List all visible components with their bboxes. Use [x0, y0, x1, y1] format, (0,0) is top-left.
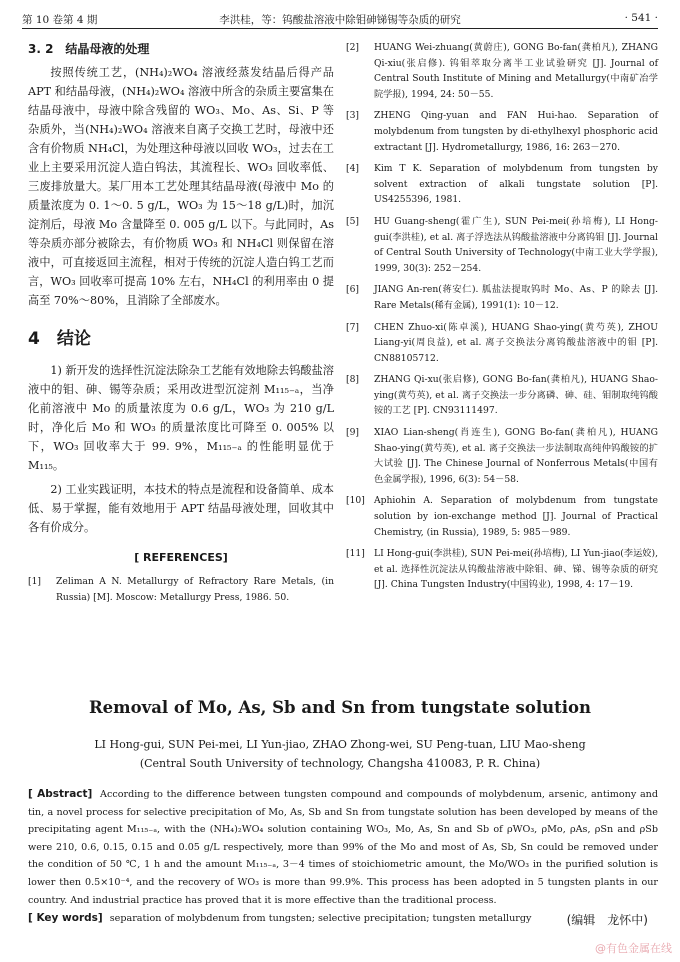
reference-item — [346, 320, 658, 367]
section-4-heading: 4 结论 — [28, 329, 91, 349]
running-header — [22, 10, 658, 29]
reference-text: HU Guang-sheng(霍广生), SUN Pei-mei(孙培梅), LI Hong-gui(李洪桂), et al. 离子浮选法从钨酸盐溶液中分离钨钼 [J]. Journal of Central South University of Technology(中南工业大学学报), 1999, 30(3): 252－254. — [374, 215, 658, 274]
watermark: @有色金属在线 — [595, 942, 672, 955]
reference-text: JIANG An-ren(蒋安仁). 胍盐法提取钨时 Mo、As、P 的除去 [J]. Rare Metals(稀有金属), 1991(1): 10－12. — [374, 284, 658, 311]
reference-text: CHEN Zhuo-xi(陈卓溪), HUANG Shao-ying(黄芍英), ZHOU Liang-yi(周良益), et al. 离子交换法分离钨酸盐溶液中的钼 [P]. CN88105712. — [374, 321, 658, 364]
reference-number: [3] — [346, 110, 360, 122]
reference-text: HUANG Wei-zhuang(黄蔚庄), GONG Bo-fan(龚柏凡), ZHANG Qi-xiu(张启修). 钨钼萃取分离半工业试验研究 [J]. Journal of Central South Institute of Mining and Metallurgy(中南矿冶学院学报), 1994, 24: 50－55. — [374, 42, 658, 100]
abstract-label: [ Abstract] — [28, 788, 93, 800]
abstract-text: According to the difference between tungsten compound and compounds of molybdenum, arsenic, antimony and tin, a novel process for selective precipitation of Mo, As, Sb and Sn from tungstate solution has been developed by means of the precipitating agent M₁₁₅₋ₐ, with the (NH₄)₂WO₄ solution containing WO₃, Mo, As, Sn and Sb of ρWO₃, ρMo, ρAs, ρSn and ρSb were 210, 0.6, 0.15, 0.15 and 0.05 g/L respectively, more than 99% of the Mo and most of As, Sb, Sn could be removed under the condition of 50 ℃, 1 h and the amount M₁₁₅₋ₐ, 3－4 times of stoichiometric amount, the Mo/WO₃ in the purified solution is lower then 0.5×10⁻⁴, and the recovery of WO₃ is more than 99.9%. This process has been adopted in 5 tungsten plants in our country. And industrial practice has proved that it is more effective than the traditional process. — [28, 789, 658, 906]
reference-number: [8] — [346, 374, 360, 386]
reference-number: [10] — [346, 495, 365, 507]
reference-item — [346, 161, 658, 208]
header-title: 李洪桂，等：钨酸盐溶液中除钼砷锑锡等杂质的研究 — [219, 14, 461, 26]
conclusion-2: 2) 工业实践证明，本技术的特点是流程和设备简单、成本低、易于掌握，能有效地用于 APT 结晶母液处理，回收其中各有价成分。 — [28, 483, 334, 534]
keywords — [28, 912, 658, 924]
english-affiliation: (Central South University of technology, Changsha 410083, P. R. China) — [139, 757, 541, 770]
reference-item — [346, 425, 658, 487]
keywords-text: separation of molybdenum from tungsten; selective precipitation; tungsten metallurgy — [109, 913, 532, 924]
reference-item — [28, 574, 334, 605]
reference-number: [9] — [346, 427, 360, 439]
reference-item — [346, 40, 658, 102]
left-column — [28, 40, 334, 611]
english-title: Removal of Mo, As, Sb and Sn from tungstate solution — [88, 698, 592, 717]
header-page-number: · 541 · — [624, 12, 658, 24]
reference-item — [346, 108, 658, 155]
section-3-2-heading: 3. 2 结晶母液的处理 — [28, 42, 150, 56]
reference-item — [346, 546, 658, 593]
reference-item — [346, 282, 658, 313]
english-abstract — [28, 786, 658, 909]
reference-number: [1] — [28, 576, 42, 587]
conclusion-1: 1) 新开发的选择性沉淀法除杂工艺能有效地除去钨酸盐溶液中的钼、砷、锡等杂质；采用改进型沉淀剂 M₁₁₅₋ₐ，当净化前溶液中 Mo 的质量浓度为 0.6 g/L，WO₃ 为 210 g/L 时，净化后 Mo 和 WO₃ 的质量浓度比可降至 0. 005% 以下，WO₃ 回收率大于 99. 9%，M₁₁₅₋ₐ 的性能明显优于 M₁₁₅。 — [28, 364, 334, 472]
reference-text: XIAO Lian-sheng(肖连生), GONG Bo-fan(龚柏凡), HUANG Shao-ying(黄芍英), et al. 离子交换法一步法制取高纯仲钨酸铵的扩大试验 [J]. The Chinese Journal of Nonferrous Metals(中国有色金属学报), 1996, 6(3): 54－58. — [374, 427, 658, 485]
reference-number: [2] — [346, 42, 360, 53]
reference-number: [7] — [346, 321, 360, 333]
keywords-label: [ Key words] — [28, 912, 103, 924]
reference-text: Aphiohin A. Separation of molybdenum from tungstate solution by ion-exchange method [J]. Journal of Practical Chemistry, (in Russia), 1989, 5: 985－989. — [374, 495, 658, 538]
reference-item — [346, 372, 658, 419]
reference-number: [4] — [346, 163, 360, 175]
section-3-2-paragraph: 按照传统工艺，(NH₄)₂WO₄ 溶液经蒸发结晶后得产品 APT 和结晶母液，(NH₄)₂WO₄ 溶液中所含的杂质主要富集在结晶母液中，母液中除含残留的 WO₃、Mo、As、Si、P 等杂质外，当(NH₄)₂WO₄ 溶液来自离子交换工艺时，母液中还含有价物质 NH₄Cl，为处理这种母液以回收 WO₃，过去在工业上主要采用沉淀人造白钨法，其流程长、WO₃ 回收率低、三废排放量大。某厂用本工艺处理其结晶母液(母液中 Mo 的质量浓度为 0. 1～0. 5 g/L，WO₃ 为 15～18 g/L)时，加沉淀剂后，母液 Mo 含量降至 0. 005 g/L 以下。与此同时，As 等杂质亦部分被除去，有价物质 WO₃ 和 NH₄Cl 则保留在溶液中，可直接返回主流程，相对于传统的沉淀人造白钨工艺而言，WO₃ 回收率可提高 10% 左右，NH₄Cl 的利用率由 0 提高至 70%～80%，且消除了全部废水。 — [28, 66, 334, 307]
reference-number: [6] — [346, 284, 360, 296]
reference-text: Zeliman A N. Metallurgy of Refractory Rare Metals, (in Russia) [M]. Moscow: Metallurgy Press, 1986. 50. — [56, 576, 334, 603]
reference-number: [11] — [346, 548, 365, 560]
header-volume: 第 10 卷第 4 期 — [22, 14, 98, 26]
reference-number: [5] — [346, 215, 360, 227]
reference-text: Kim T K. Separation of molybdenum from tungsten by solvent extraction of alkali tungstate solution [P]. US4255396, 1981. — [374, 163, 658, 206]
reference-item — [346, 493, 658, 540]
right-column — [346, 40, 658, 599]
english-authors: LI Hong-gui, SUN Pei-mei, LI Yun-jiao, ZHAO Zhong-wei, SU Peng-tuan, LIU Mao-sheng — [94, 738, 586, 751]
editor-note: (编辑 龙怀中) — [566, 913, 648, 927]
reference-text: ZHENG Qing-yuan and FAN Hui-hao. Separation of molybdenum from tungsten by di-ethylhexyl phosphoric acid extractant [J]. Hydrometallurgy, 1986, 16: 263－270. — [374, 110, 658, 153]
reference-text: ZHANG Qi-xu(张启修), GONG Bo-fan(龚柏凡), HUANG Shao-ying(黄芍英), et al. 离子交换法一步分离磷、砷、硅、钼制取纯钨酸铵的工艺 [P]. CN93111497. — [374, 374, 658, 417]
references-heading: [ REFERENCES] — [134, 551, 228, 564]
reference-text: LI Hong-gui(李洪桂), SUN Pei-mei(孙培梅), LI Yun-jiao(李运姣), et al. 选择性沉淀法从钨酸盐溶液中除钼、砷、锑、锡等杂质的研究 [J]. China Tungsten Industry(中国钨业), 1998, 4: 17－19. — [374, 548, 658, 591]
reference-item — [346, 214, 658, 276]
